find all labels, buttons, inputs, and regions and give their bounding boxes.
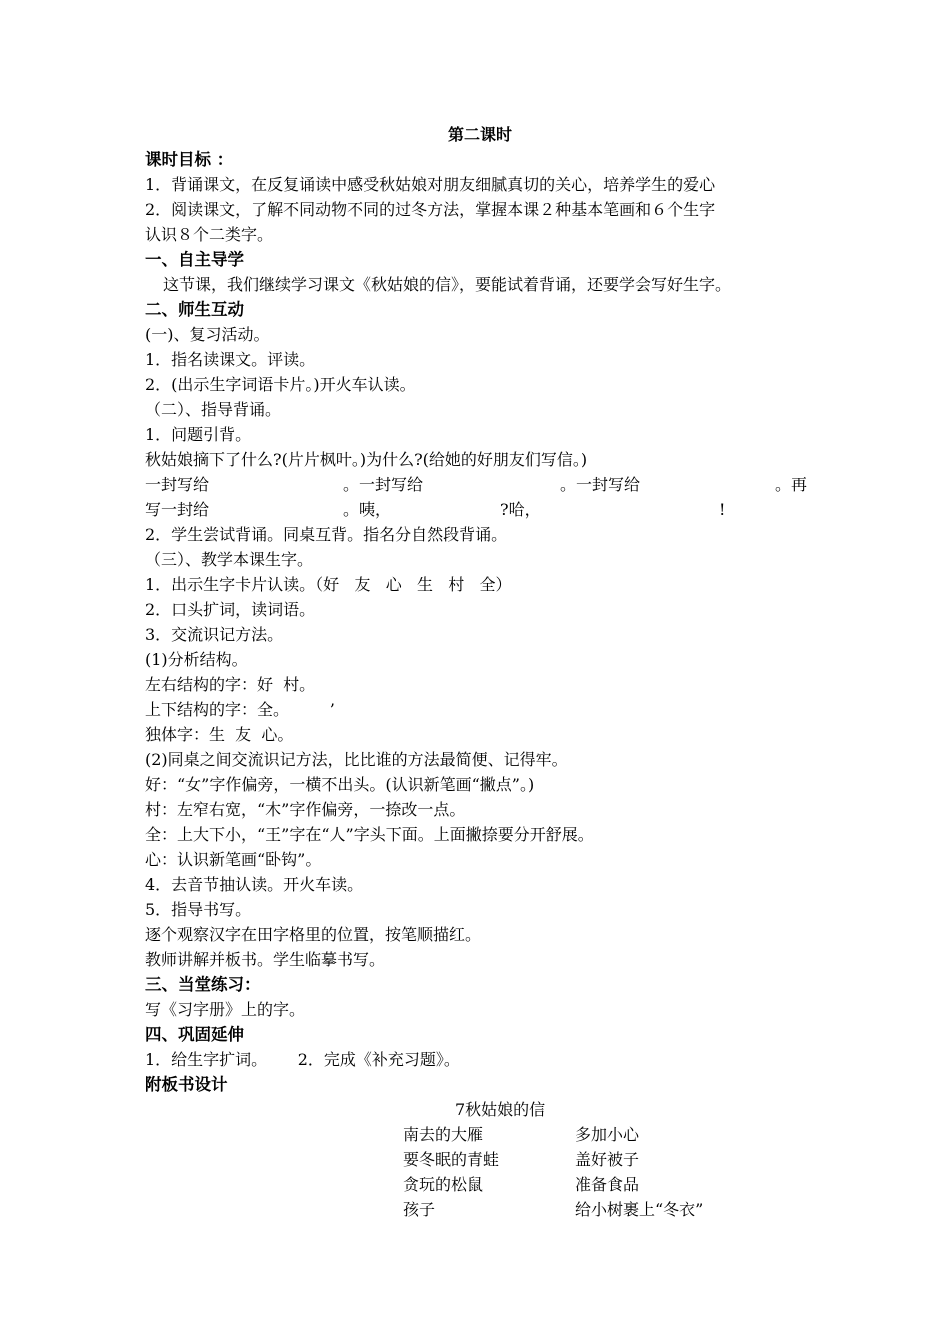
board-title: 7秋姑娘的信	[455, 1100, 546, 1119]
section-1-text: 这节课，我们继续学习课文《秋姑娘的信》，要能试着背诵，还要学会写好生字。	[163, 275, 732, 294]
part-2-item-2: 2．学生尝试背诵。同桌互背。指名分自然段背诵。	[145, 525, 508, 544]
note-xin: 心：认识新笔画“卧钩”。	[145, 850, 322, 869]
part-3-item-3: 3．交流识记方法。	[145, 625, 284, 644]
part-3-item-1: 1．出示生字卡片认读。（好 友 心 生 村 全）	[145, 575, 512, 594]
part-3-item-2: 2．口头扩词，读词语。	[145, 600, 316, 619]
part-1-item-2: 2．(出示生字词语卡片。)开火车认读。	[145, 375, 416, 394]
objective-2b: 认识８个二类字。	[145, 225, 274, 244]
note-cun: 村：左窄右宽，“木”字作偏旁，一捺改一点。	[145, 800, 466, 819]
board-left-item: 要冬眠的青蛙	[403, 1150, 500, 1169]
board-right-item: 给小树裹上“冬衣”	[575, 1200, 704, 1219]
section-4-heading: 四、巩固延伸	[145, 1025, 244, 1044]
section-4-text: 1．给生字扩词。 2．完成《补充习题》。	[145, 1050, 460, 1069]
section-1-heading: 一、自主导学	[145, 250, 244, 269]
part-2-heading: （二）、指导背诵。	[145, 400, 282, 419]
part-1-item-1: 1．指名读课文。评读。	[145, 350, 316, 369]
fill-2a: 写一封给	[145, 500, 210, 519]
fill-2c: ?哈，	[500, 500, 541, 519]
objectives-heading: 课时目标 ：	[145, 150, 234, 169]
part-3-item-5a: 逐个观察汉字在田字格里的位置，按笔顺描红。	[145, 925, 482, 944]
section-2-heading: 二、师生互动	[145, 300, 244, 319]
board-right-item: 准备食品	[575, 1175, 640, 1194]
part-3-item-3-1: (1)分析结构。	[145, 650, 248, 669]
fill-blank-line-2	[145, 497, 815, 522]
board-left-item: 南去的大雁	[403, 1125, 484, 1144]
lesson-title: 第二课时	[447, 125, 512, 144]
board-right-item: 盖好被子	[575, 1150, 640, 1169]
part-3-heading: （三）、教学本课生字。	[145, 550, 314, 569]
fill-blank-line-1	[145, 472, 815, 497]
part-1-heading: (一)、复习活动。	[145, 325, 270, 344]
board-left-column	[403, 1122, 499, 1222]
part-3-item-4: 4．去音节抽认读。开火车读。	[145, 875, 364, 894]
board-heading: 附板书设计	[145, 1075, 228, 1094]
structure-top-bottom: 上下结构的字：全。 ’	[145, 700, 335, 719]
objective-1: 1．背诵课文，在反复诵读中感受秋姑娘对朋友细腻真切的关心，培养学生的爱心	[145, 175, 716, 194]
fill-1c: 。一封写给	[560, 475, 641, 494]
fill-1b: 。一封写给	[343, 475, 424, 494]
part-3-item-5: 5．指导书写。	[145, 900, 252, 919]
board-right-column	[575, 1122, 703, 1222]
board-design	[145, 1097, 815, 1222]
section-3-text: 写《习字册》上的字。	[145, 1000, 306, 1019]
fill-2d: !	[719, 500, 726, 519]
fill-2b: 。咦，	[343, 500, 392, 519]
note-quan: 全：上大下小，“王”字在“人”字头下面。上面撇捺要分开舒展。	[145, 825, 594, 844]
part-2-item-1: 1．问题引背。	[145, 425, 252, 444]
part-3-item-3-2: (2)同桌之间交流识记方法，比比谁的方法最简便、记得牢。	[145, 750, 568, 769]
document-page	[145, 122, 815, 1222]
board-left-item: 贪玩的松鼠	[403, 1175, 484, 1194]
fill-1d: 。再	[775, 475, 808, 494]
note-hao: 好：“女”字作偏旁，一横不出头。(认识新笔画“撇点”。)	[145, 775, 535, 794]
board-left-item: 孩子	[403, 1200, 436, 1219]
structure-single: 独体字：生 友 心。	[145, 725, 294, 744]
objective-2a: 2．阅读课文，了解不同动物不同的过冬方法，掌握本课２种基本笔画和６个生字	[145, 200, 716, 219]
board-right-item: 多加小心	[575, 1125, 640, 1144]
part-2-question: 秋姑娘摘下了什么?(片片枫叶。)为什么?(给她的好朋友们写信。)	[145, 450, 588, 469]
section-3-heading: 三、当堂练习：	[145, 975, 261, 994]
part-3-item-5b: 教师讲解并板书。学生临摹书写。	[145, 950, 386, 969]
structure-left-right: 左右结构的字：好 村。	[145, 675, 316, 694]
fill-1a: 一封写给	[145, 475, 210, 494]
